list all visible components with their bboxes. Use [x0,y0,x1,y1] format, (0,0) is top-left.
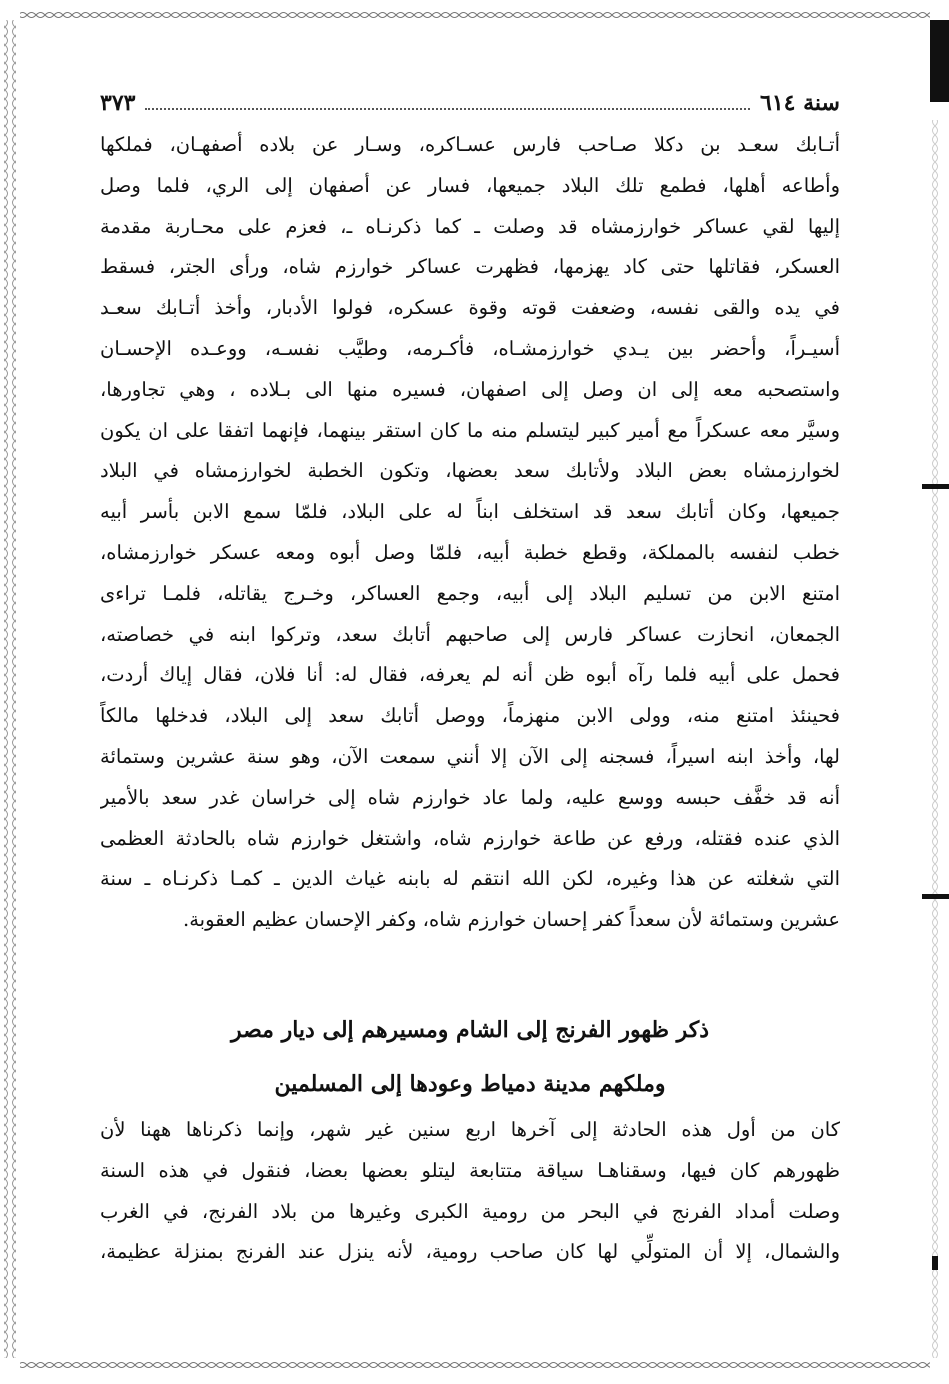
scan-edge-mark [922,484,949,489]
scan-edge-mark [922,894,949,899]
section-heading-line-1: ذكر ظهور الفرنج إلى الشام ومسيرهم إلى ديار مصر [230,1017,710,1043]
book-page [100,70,840,1360]
header-year: سنة ٦١٤ [760,90,840,116]
text-line: لها، وأخذ ابنه اسيراً، فسجنه إلى الآن إلا أنني سمعت الآن، وهو سنة عشرين وستمائة [100,744,840,768]
text-line: امتنع الابن من تسليم البلاد إلى أبيه، وجمع العساكر، وخـرج يقاتله، فلمـا تراءى [100,581,840,605]
text-line: الذي عنده فقتله، ورفع عن طاعة خوارزم شاه، واشتغل خوارزم شاه بالحادثة العظمى [100,826,840,850]
text-line: في يده والقى نفسه، وضعفت قوته وقوة عسكره، فولوا الأدبار، وأخذ أتـابك سعـد [100,296,840,320]
text-line: ظهورهم كان فيها، وسقناهـا سياقة متتابعة ليتلو بعضها بعضا، فنقول في هذه السنة [100,1158,840,1182]
text-line: كان من أول هذه الحادثة إلى آخرها اربع سنين غير شهر، وإنما ذكرناها ههنا لأن [100,1118,840,1141]
scan-edge-mark [932,1256,938,1270]
section-heading-line-2: وملكهم مدينة دمياط وعودها إلى المسلمين [274,1071,666,1097]
text-line: وأطاعه أهلها، فطمع تلك البلاد جميعها، فسار عن أصفهان إلى الري، فلما وصل [100,173,840,197]
text-line: أنه قد خفَّف حبسه ووسع عليه، ولما عاد خوارزم شاه إلى خراسان غدر سعد بالأمير [100,785,840,809]
text-line: الجمعان، انحازت عساكر فارس إلى صاحبهم أتابك سعد، وتركوا ابنه في خصاصته، [100,622,840,646]
text-line: جميعها، وكان أتابك سعد قد استخلف ابناً له على البلاد، فلمّا سمع الابن بأسر أبيه [100,500,840,524]
running-header [100,82,840,116]
text-line: والشمال، إلا أن المتولِّي لها كان صاحب رومية، لأنه ينزل عند الفرنج بمنزلة عظيمة، [100,1240,840,1264]
scan-edge-mark [930,20,949,102]
text-line: أسيـراً، وأحضر بين يـدي خوارزمشـاه، فأكـرمه، وطيَّب نفسـه، ووعـده الإحسـان [100,336,840,360]
text-line: فحمل على أبيه فلما رآه أبوه ظن أنه لم يعرفه، فقال له: أنا فلان، فقال إياك أردت، [100,663,840,687]
text-line: عشرين وستمائة لأن سعداً كفر إحسان خوارزم شاه، وكفر الإحسان عظيم العقوبة. [183,908,840,932]
text-line: أتـابك سعـد بن دكلا صـاحب فارس عسـاكره، وسـار عن بلاده أصفهـان، فملكها [100,133,840,156]
header-dotted-rule [145,108,750,110]
body-text [100,125,840,941]
text-line: فحينئذ امتنع منه، وولى الابن منهزماً، ووصل أتابك سعد إلى البلاد، فدخلها مالكاً [100,704,840,728]
text-line: لخوارزمشاه بعض البلاد ولأتابك سعد بعضها، وتكون الخطبة لخوارزمشاه في البلاد [100,459,840,483]
text-line: إليها لقي عساكر خوارزمشاه قد وصلت ـ كما ذكرنـاه ـ، فعزم على محـاربة مقدمة [100,214,840,238]
text-line: التي شغلته عن هذا وغيره، لكن الله انتقم له بابنه غياث الدين ـ كمـا ذكرنـاه ـ سنة [100,867,840,891]
section-text [100,1110,840,1273]
page-number: ٣٧٣ [100,90,136,116]
text-line: العسكر، فقاتلها حتى كاد يهزمها، فظهرت عساكر خوارزم شاه، ورأى الجتر، فسقط [100,255,840,279]
text-line: وسيَّر معه عسكراً مع أمير كبير ليتسلم منه ما كان استقر بينهما، فإنهما اتفقا على ان يكون [100,418,840,442]
text-line: وصلت أمداد الفرنج في البحر من رومية الكبرى وغيرها من بلاد الفرنج، في الغرب [100,1199,840,1223]
text-line: واستصحبه معه إلى ان وصل إلى اصفهان، فسيره منها الى بـلاده ، وهي تجاورها، [100,377,840,401]
text-line: خطب لنفسه بالمملكة، وقطع خطبة أبيه، فلمّا وصل أبوه ومعه عسكر خوارزمشاه، [100,540,840,564]
